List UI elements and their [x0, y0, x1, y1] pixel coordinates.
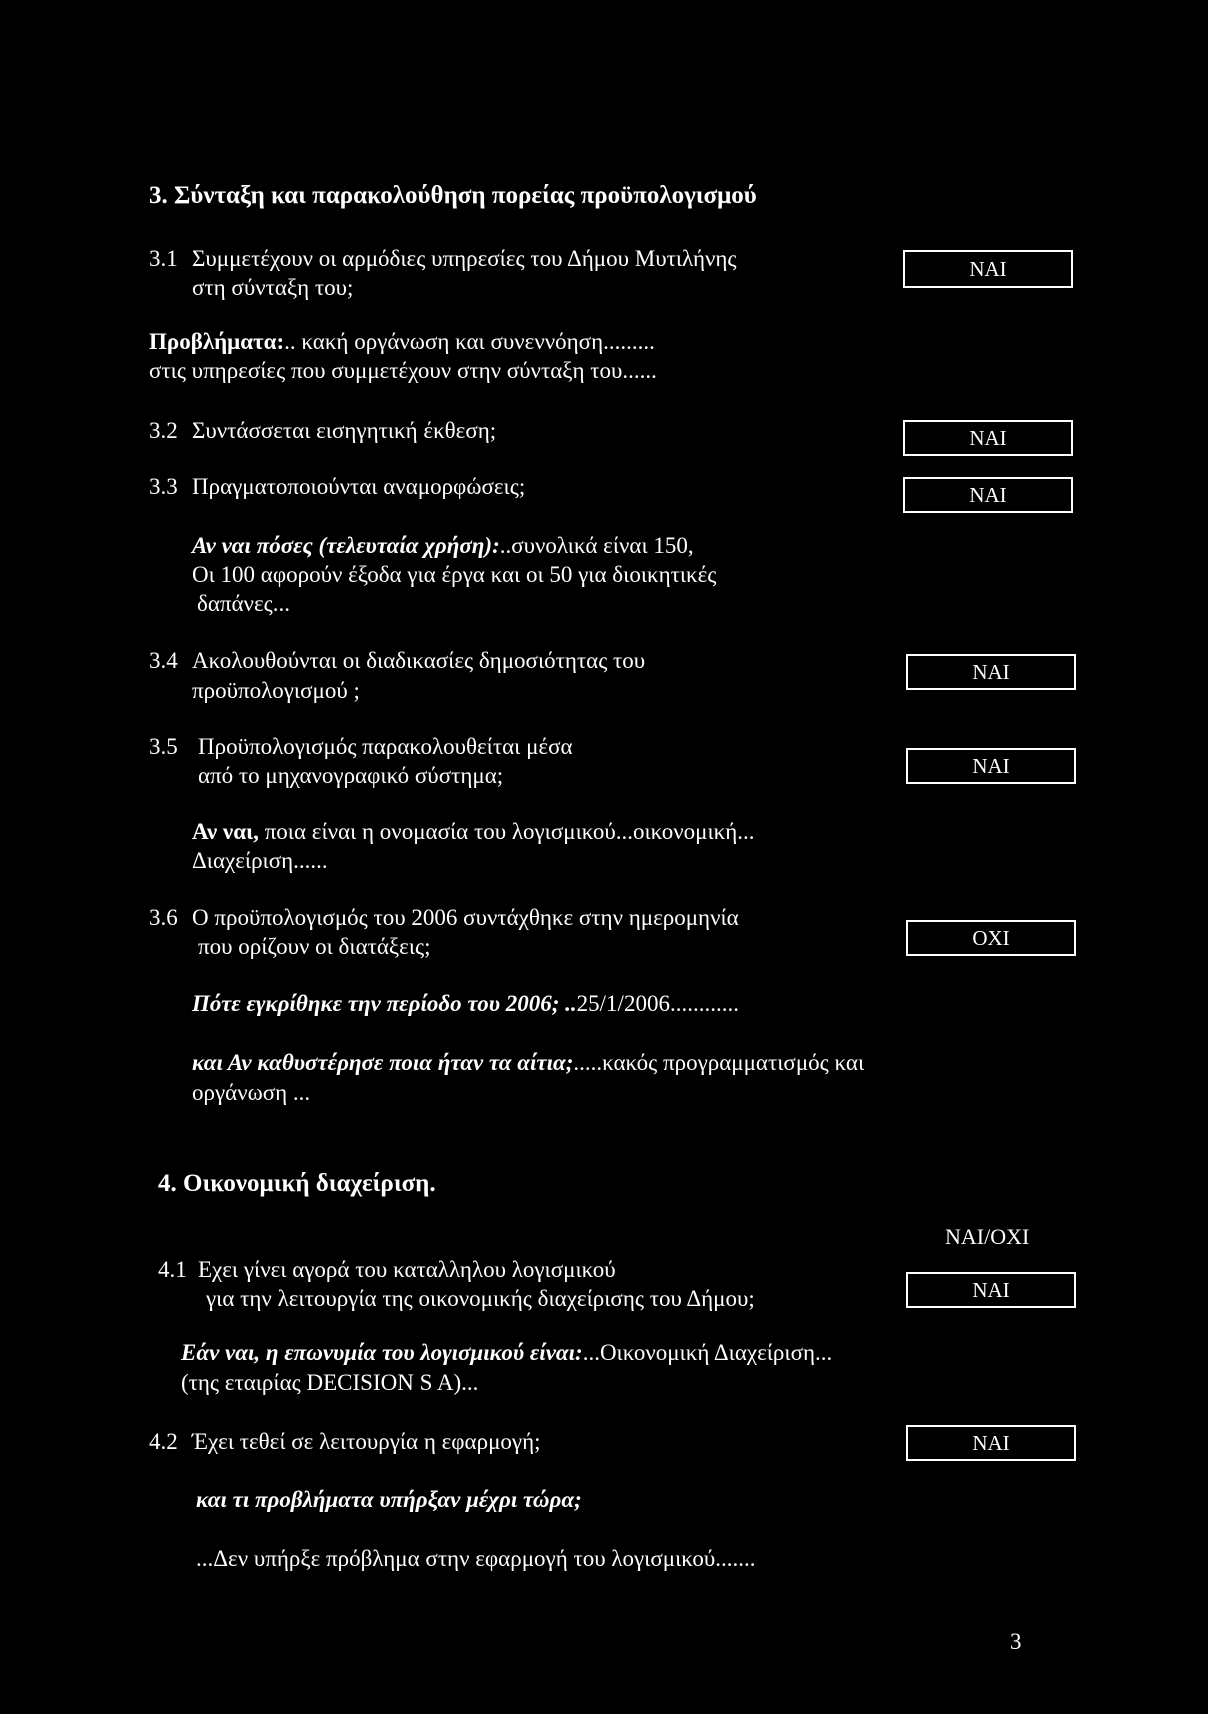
answer-box-3-1: ΝΑΙ [903, 250, 1073, 288]
q33-followup-line3: δαπάνες... [197, 591, 290, 616]
question-3-3-number: 3.3 [149, 474, 178, 499]
question-3-4-line2: προϋπολογισμού ; [192, 678, 360, 703]
question-3-2-text: Συντάσσεται εισηγητική έκθεση; [192, 418, 497, 443]
problems-line1: .. κακή οργάνωση και συνεννόηση......... [284, 329, 655, 354]
q42-problems-label: και τι προβλήματα υπήρξαν μέχρι τώρα; [196, 1487, 582, 1512]
question-4-2-text: Έχει τεθεί σε λειτουργία η εφαρμογή; [192, 1429, 541, 1454]
answer-box-3-6: ΟΧΙ [906, 920, 1076, 956]
q36-delay-row [192, 1049, 864, 1076]
q36-when-value: 25/1/2006............ [576, 991, 739, 1016]
question-3-4-line1: Ακολουθούνται οι διαδικασίες δημοσιότητας του [192, 648, 646, 673]
question-3-1-line1: Συμμετέχουν οι αρμόδιες υπηρεσίες του Δήμου Μυτιλήνης [192, 246, 737, 271]
problems-label: Προβλήματα: [149, 329, 285, 354]
answer-box-3-3: ΝΑΙ [903, 477, 1073, 513]
question-3-2-number: 3.2 [149, 418, 178, 443]
question-3-5-line2: από το μηχανογραφικό σύστημα; [198, 763, 504, 788]
section-4-title: 4. Οικονομική διαχείριση. [158, 1170, 436, 1197]
q41-followup-value2: (της εταιρίας DECISION S A)... [181, 1370, 479, 1395]
answer-box-3-4: ΝΑΙ [906, 654, 1076, 690]
q35-followup-line2: Διαχείριση...... [192, 848, 328, 873]
q33-followup-line2: Οι 100 αφορούν έξοδα για έργα και οι 50 για διοικητικές [192, 562, 717, 587]
question-3-6-line2: που ορίζουν οι διατάξεις; [198, 934, 431, 959]
q36-delay-label: και Αν καθυστέρησε ποια ήταν τα αίτια; [192, 1050, 574, 1075]
q41-followup-label: Εάν ναι, η επωνυμία του λογισμικού είναι: [181, 1340, 583, 1365]
answer-box-4-1: ΝΑΙ [906, 1272, 1076, 1308]
question-4-2-number: 4.2 [149, 1429, 178, 1454]
question-3-5-line1: Προϋπολογισμός παρακολουθείται μέσα [198, 734, 573, 759]
question-3-1-number: 3.1 [149, 246, 178, 271]
q41-followup-row1 [181, 1339, 832, 1366]
q36-when-label: Πότε εγκρίθηκε την περίοδο του 2006; .. [192, 991, 577, 1016]
q42-problems-value: ...Δεν υπήρξε πρόβλημα στην εφαρμογή του λογισμικού....... [196, 1546, 756, 1571]
question-3-5-number: 3.5 [149, 734, 178, 759]
q36-delay-value1: .....κακός προγραμματισμός και [573, 1050, 865, 1075]
question-4-1-line1: Εχει γίνει αγορά του καταλληλου λογισμικού [198, 1257, 616, 1282]
question-3-3-text: Πραγματοποιούνται αναμορφώσεις; [192, 474, 526, 499]
question-3-1-line2: στη σύνταξη του; [192, 275, 354, 300]
page-number: 3 [1010, 1629, 1022, 1654]
problems-block [149, 328, 655, 355]
answer-box-4-2: ΝΑΙ [906, 1425, 1076, 1461]
q35-followup-label: Αν ναι, [192, 819, 259, 844]
question-3-4-number: 3.4 [149, 648, 178, 673]
q36-delay-value2: οργάνωση ... [192, 1080, 311, 1105]
q35-followup-line1: ποια είναι η ονομασία του λογισμικού...οικονομική... [258, 819, 755, 844]
answer-column-header: ΝΑΙ/ΟΧΙ [945, 1224, 1030, 1249]
problems-line2: στις υπηρεσίες που συμμετέχουν στην σύνταξη του...... [149, 358, 657, 383]
q36-when-row [192, 990, 739, 1017]
q33-followup-row1 [192, 532, 694, 559]
answer-box-3-5: ΝΑΙ [906, 748, 1076, 784]
question-4-1-number: 4.1 [158, 1257, 187, 1282]
section-3-title: 3. Σύνταξη και παρακολούθηση πορείας προϋπολογισμού [149, 182, 757, 209]
q41-followup-value1: ...Οικονομική Διαχείριση... [582, 1340, 833, 1365]
q35-followup-row1 [192, 818, 755, 845]
answer-box-3-2: ΝΑΙ [903, 420, 1073, 456]
question-3-6-number: 3.6 [149, 905, 178, 930]
question-4-1-line2: για την λειτουργία της οικονομικής διαχείρισης του Δήμου; [206, 1286, 755, 1311]
q33-followup-label: Αν ναι πόσες (τελευταία χρήση): [192, 533, 500, 558]
question-3-6-line1: Ο προϋπολογισμός του 2006 συντάχθηκε στην ημερομηνία [192, 905, 739, 930]
q33-followup-line1: ..συνολικά είναι 150, [499, 533, 694, 558]
